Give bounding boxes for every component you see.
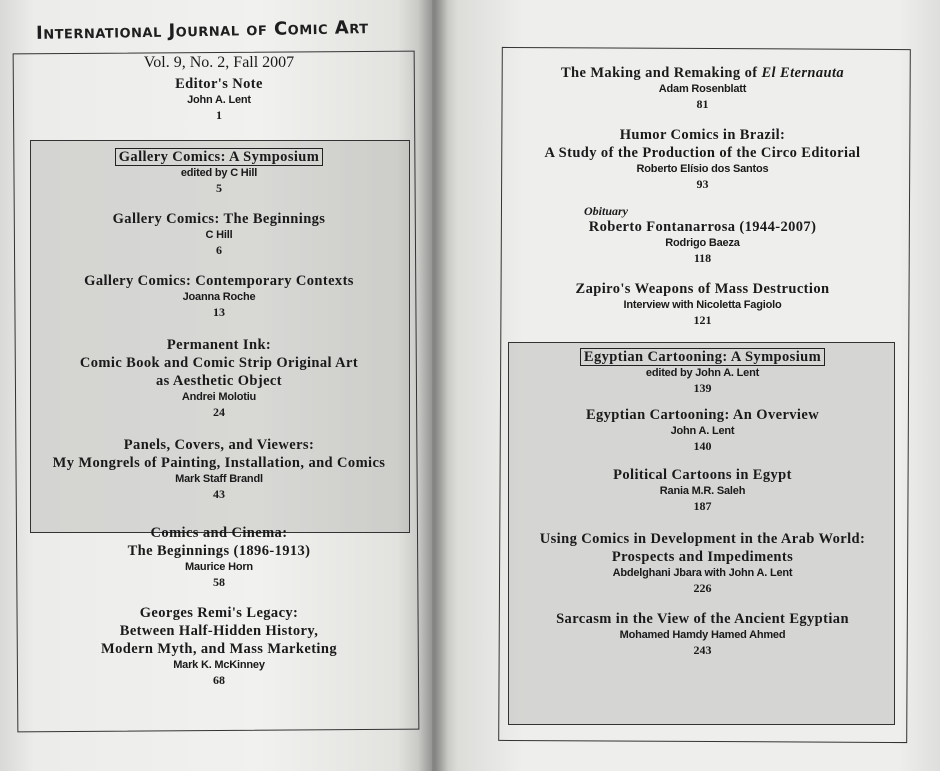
toc-entry-gallery-symposium[interactable] <box>20 148 418 196</box>
entry-page-number: 187 <box>693 499 712 513</box>
entry-author: Abdelghani Jbara with John A. Lent <box>612 567 793 579</box>
toc-entry-georges-remi[interactable] <box>20 604 418 688</box>
entry-title: Egyptian Cartooning: A Symposium <box>580 348 825 366</box>
entry-page-number: 68 <box>213 673 225 687</box>
entry-title: Editor's Note <box>175 76 263 92</box>
toc-entry-permanent-ink[interactable] <box>20 336 418 420</box>
entry-author: Maurice Horn <box>185 561 253 573</box>
toc-entry-editors-note[interactable] <box>20 75 418 123</box>
entry-page-number: 24 <box>213 405 225 419</box>
entry-title-line: Using Comics in Development in the Arab World: <box>539 531 866 547</box>
entry-title-line: Georges Remi's Legacy: <box>139 605 299 621</box>
entry-page-number: 81 <box>696 97 709 111</box>
entry-author: edited by C Hill <box>180 167 258 179</box>
entry-page-number: 118 <box>693 251 712 265</box>
entry-page-number: 58 <box>213 575 225 589</box>
entry-author: Joanna Roche <box>182 291 256 303</box>
entry-page-number: 6 <box>216 243 222 257</box>
toc-entry-comics-cinema[interactable] <box>20 524 418 590</box>
entry-title: Roberto Fontanarrosa (1944-2007) <box>588 219 817 235</box>
entry-title-line: Modern Myth, and Mass Marketing <box>101 641 337 657</box>
entry-author: Mark K. McKinney <box>173 659 265 671</box>
entry-page-number: 43 <box>213 487 225 501</box>
toc-entry-el-eternauta[interactable] <box>500 64 905 112</box>
journal-title: International Journal of Comic Art <box>35 17 369 44</box>
toc-entry-political-cartoons-egypt[interactable] <box>500 466 905 514</box>
entry-title-line: A Study of the Production of the Circo Editorial <box>544 145 861 161</box>
toc-entry-panels-covers[interactable] <box>20 436 418 502</box>
entry-author: Interview with Nicoletta Fagiolo <box>623 299 782 311</box>
entry-page-number: 13 <box>213 305 225 319</box>
entry-title-line: Comics and Cinema: <box>150 525 288 541</box>
entry-title: Sarcasm in the View of the Ancient Egyptian <box>556 611 849 627</box>
entry-author: John A. Lent <box>670 425 735 437</box>
entry-page-number: 140 <box>693 439 712 453</box>
entry-title-line: Permanent Ink: <box>166 337 272 353</box>
toc-entry-humor-comics-brazil[interactable] <box>500 126 905 192</box>
entry-page-number: 139 <box>693 381 712 395</box>
toc-entry-zapiro[interactable] <box>500 280 905 328</box>
right-table-of-contents <box>500 64 905 658</box>
toc-entry-gallery-beginnings[interactable] <box>20 210 418 258</box>
entry-author: Rodrigo Baeza <box>665 237 740 249</box>
entry-author: Andrei Molotiu <box>181 391 257 403</box>
entry-author: Mohamed Hamdy Hamed Ahmed <box>619 629 786 641</box>
entry-title-line: Humor Comics in Brazil: <box>619 127 786 143</box>
entry-page-number: 226 <box>693 581 712 595</box>
entry-page-number: 93 <box>696 177 709 191</box>
entry-title-line: Panels, Covers, and Viewers: <box>123 437 315 453</box>
toc-entry-gallery-contemporary[interactable] <box>20 272 418 320</box>
entry-title-italic: El Eternauta <box>761 65 845 81</box>
entry-author: Mark Staff Brandl <box>175 473 263 485</box>
entry-author: edited by John A. Lent <box>645 367 760 379</box>
toc-entry-comics-development-arab[interactable] <box>500 530 905 596</box>
toc-entry-egyptian-symposium[interactable] <box>500 348 905 396</box>
entry-title-line: My Mongrels of Painting, Installation, and Comics <box>52 455 386 471</box>
obituary-label: Obituary <box>584 204 629 218</box>
entry-title: The Making and Remaking of El Eternauta <box>560 65 845 81</box>
entry-title: Gallery Comics: The Beginnings <box>112 211 326 227</box>
entry-title-line: as Aesthetic Object <box>156 373 282 389</box>
entry-title-line: Prospects and Impediments <box>611 549 794 565</box>
entry-author: John A. Lent <box>187 94 251 106</box>
entry-page-number: 1 <box>216 108 222 122</box>
book-gutter <box>418 0 448 771</box>
entry-author: Roberto Elísio dos Santos <box>636 163 769 175</box>
entry-page-number: 5 <box>216 181 222 195</box>
toc-entry-sarcasm-ancient-egyptian[interactable] <box>500 610 905 658</box>
entry-title: Egyptian Cartooning: An Overview <box>585 407 820 423</box>
entry-title: Zapiro's Weapons of Mass Destruction <box>575 281 830 297</box>
entry-page-number: 243 <box>693 643 712 657</box>
entry-author: C Hill <box>205 229 233 241</box>
volume-info <box>20 54 418 72</box>
entry-title-line: Comic Book and Comic Strip Original Art <box>79 355 359 371</box>
toc-entry-egyptian-overview[interactable] <box>500 406 905 454</box>
entry-page-number: 121 <box>693 313 712 327</box>
entry-author: Rania M.R. Saleh <box>659 485 746 497</box>
entry-title: Gallery Comics: A Symposium <box>115 148 324 166</box>
entry-author: Adam Rosenblatt <box>658 83 747 95</box>
entry-title-line: Between Half-Hidden History, <box>119 623 319 639</box>
entry-title: Political Cartoons in Egypt <box>613 467 792 483</box>
toc-entry-fontanarrosa[interactable] <box>500 204 905 266</box>
left-table-of-contents <box>20 54 418 688</box>
volume-line: Vol. 9, No. 2, Fall 2007 <box>143 54 295 71</box>
entry-title: Gallery Comics: Contemporary Contexts <box>84 273 354 289</box>
entry-title-line: The Beginnings (1896-1913) <box>127 543 311 559</box>
